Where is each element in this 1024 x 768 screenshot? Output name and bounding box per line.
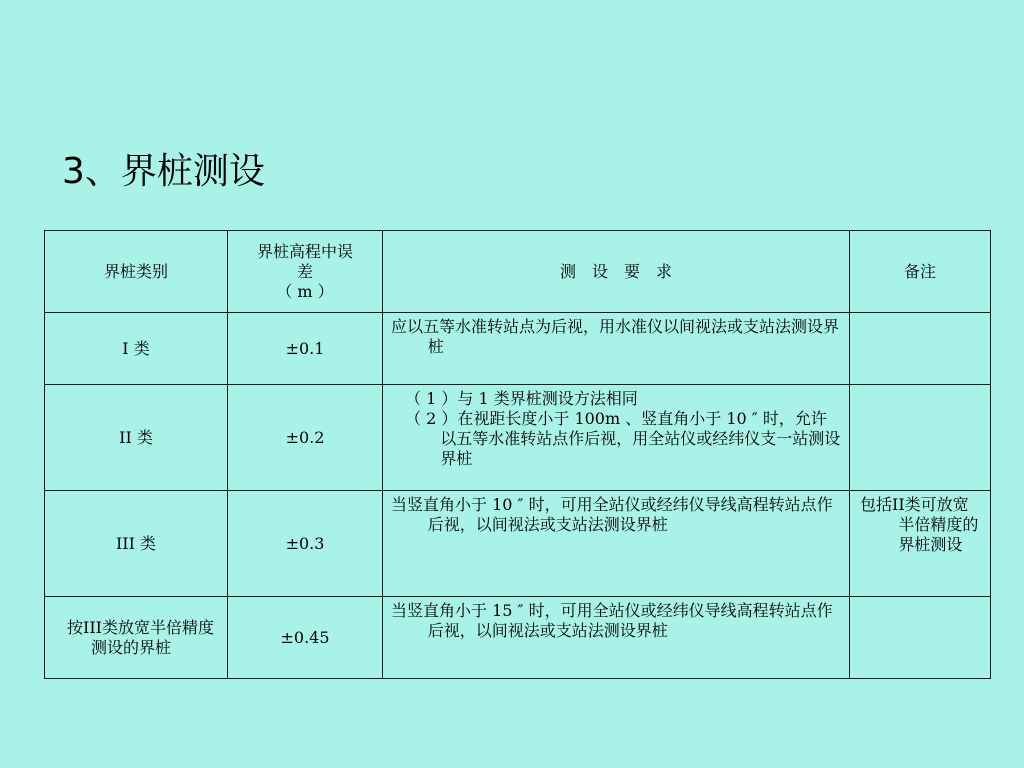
stake-type-cell: II 类: [45, 385, 228, 491]
requirements-cell: [383, 313, 850, 385]
requirement-text: 当竖直角小于 10 ″ 时，可用全站仪或经纬仪导线高程转站点作后视，以间视法或支站法测设界桩: [391, 495, 833, 534]
requirement-text: 当竖直角小于 15 ″ 时，可用全站仪或经纬仪导线高程转站点作后视，以间视法或支站法测设界桩: [391, 601, 833, 640]
stake-type-cell: I 类: [45, 313, 228, 385]
requirement-text: 应以五等水准转站点为后视，用水准仪以间视法或支站法测设界桩: [391, 317, 840, 356]
requirements-cell: [383, 597, 850, 679]
header-requirements: 测 设 要 求: [383, 231, 850, 313]
stake-type-cell: [45, 597, 228, 679]
slide-title: 3、界桩测设: [62, 151, 265, 192]
notes-cell: [850, 597, 991, 679]
table-row: [45, 313, 991, 385]
table-row: [45, 385, 991, 491]
table-row: [45, 597, 991, 679]
elevation-error-cell: ±0.1: [228, 313, 383, 385]
table-row: [45, 491, 991, 597]
note-text: 包括II类可放宽半倍精度的界桩测设: [860, 495, 979, 554]
elevation-error-cell: ±0.2: [228, 385, 383, 491]
requirement-item-2: （ 2 ）在视距长度小于 100m 、竖直角小于 10 ″ 时，允许以五等水准转站点作后视，用全站仪或经纬仪支一站测设界桩: [405, 409, 841, 468]
requirements-cell: [383, 491, 850, 597]
header-notes: 备注: [850, 231, 991, 313]
requirement-item-1: （ 1 ）与 1 类界桩测设方法相同: [405, 389, 638, 408]
notes-cell: [850, 313, 991, 385]
elevation-error-cell: ±0.45: [228, 597, 383, 679]
elevation-error-cell: ±0.3: [228, 491, 383, 597]
requirements-cell: [383, 385, 850, 491]
header-error-line3: （ m ）: [276, 281, 334, 301]
table-header-row: [45, 231, 991, 313]
header-error-line1: 界桩高程中误: [256, 241, 353, 261]
notes-cell: [850, 385, 991, 491]
header-elevation-error: [228, 231, 383, 313]
header-error-line2: 差: [296, 261, 313, 281]
notes-cell: [850, 491, 991, 597]
header-stake-type: 界桩类别: [45, 231, 228, 313]
stake-type-cell: III 类: [45, 491, 228, 597]
stake-type-text: 按III类放宽半倍精度测设的界桩: [67, 617, 214, 657]
boundary-stake-table: [44, 230, 991, 679]
